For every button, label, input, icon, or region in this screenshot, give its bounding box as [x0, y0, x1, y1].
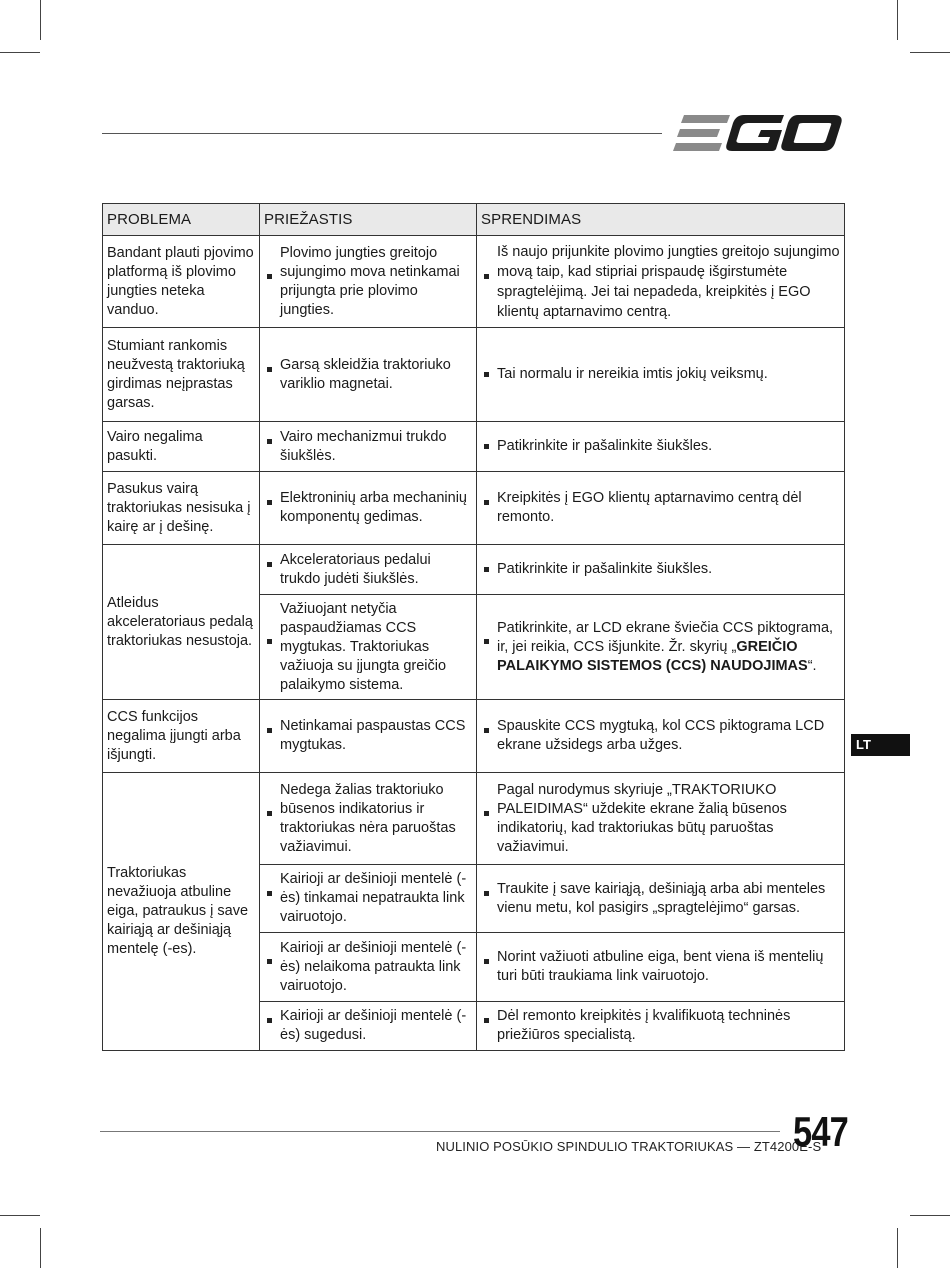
cause-cell: Vairo mechanizmui trukdo šiukšlės.	[260, 422, 477, 472]
solution-cell: Norint važiuoti atbuline eiga, bent viena iš mentelių turi būti traukiama link vairuotojo.	[477, 933, 845, 1002]
solution-cell: Spauskite CCS mygtuką, kol CCS piktograma LCD ekrane užsidegs arba užges.	[477, 700, 845, 773]
table-row	[103, 773, 845, 865]
table-row	[103, 328, 845, 422]
header-solution: SPRENDIMAS	[477, 204, 845, 236]
solution-cell: Patikrinkite ir pašalinkite šiukšles.	[477, 545, 845, 595]
ego-logo	[672, 113, 844, 155]
solution-cell: Pagal nurodymus skyriuje „TRAKTORIUKO PALEIDIMAS“ uždekite ekrane žalią būsenos indikatorių, kad traktoriukas būtų paruoštas važiavimui.	[477, 773, 845, 865]
header-problem: PROBLEMA	[103, 204, 260, 236]
table-row	[103, 472, 845, 545]
cause-cell: Važiuojant netyčia paspaudžiamas CCS mygtukas. Traktoriukas važiuoja su įjungta greičio palaikymo sistema.	[260, 595, 477, 700]
solution-cell: Traukite į save kairiąją, dešiniąją arba abi menteles vienu metu, kol pasigirs „spragtelėjimo“ garsas.	[477, 865, 845, 933]
page-number: 547	[793, 1108, 849, 1155]
crop-mark	[0, 52, 40, 53]
header-cause: PRIEŽASTIS	[260, 204, 477, 236]
problem-cell: Atleidus akceleratoriaus pedalą traktoriukas nesustoja.	[103, 545, 260, 700]
section-reference: GREIČIO PALAIKYMO SISTEMOS (CCS) NAUDOJIMAS	[497, 638, 808, 674]
problem-cell: Stumiant rankomis neužvestą traktoriuką girdimas neįprastas garsas.	[103, 328, 260, 422]
crop-mark	[40, 0, 41, 40]
crop-mark	[40, 1228, 41, 1268]
cause-cell: Elektroninių arba mechaninių komponentų gedimas.	[260, 472, 477, 545]
table-row	[103, 545, 845, 595]
crop-mark	[897, 0, 898, 40]
crop-mark	[0, 1215, 40, 1216]
solution-cell: Iš naujo prijunkite plovimo jungties greitojo sujungimo movą taip, kad stipriai prispaudę išgirstumėte spragtelėjimą. Jei tai nepadeda, kreipkitės į EGO klientų aptarnavimo centrą.	[477, 236, 845, 328]
cause-cell: Garsą skleidžia traktoriuko variklio magnetai.	[260, 328, 477, 422]
table-row	[103, 236, 845, 328]
cause-cell: Kairioji ar dešinioji mentelė (-ės) sugedusi.	[260, 1002, 477, 1051]
solution-text-end: “.	[807, 657, 817, 674]
solution-cell: Dėl remonto kreipkitės į kvalifikuotą techninės priežiūros specialistą.	[477, 1002, 845, 1051]
cause-cell: Plovimo jungties greitojo sujungimo mova netinkamai prijungta prie plovimo jungties.	[260, 236, 477, 328]
table-header-row	[103, 204, 845, 236]
language-tab: LT	[851, 734, 910, 756]
cause-cell: Kairioji ar dešinioji mentelė (-ės) nelaikoma patraukta link vairuotojo.	[260, 933, 477, 1002]
solution-cell	[477, 595, 845, 700]
problem-cell: Pasukus vairą traktoriukas nesisuka į kairę ar į dešinę.	[103, 472, 260, 545]
solution-cell: Kreipkitės į EGO klientų aptarnavimo centrą dėl remonto.	[477, 472, 845, 545]
crop-mark	[910, 52, 950, 53]
cause-cell: Netinkamai paspaustas CCS mygtukas.	[260, 700, 477, 773]
solution-cell: Tai normalu ir nereikia imtis jokių veiksmų.	[477, 328, 845, 422]
problem-cell: Bandant plauti pjovimo platformą iš plovimo jungties neteka vanduo.	[103, 236, 260, 328]
footer-title: NULINIO POSŪKIO SPINDULIO TRAKTORIUKAS — ZT4200E-S	[436, 1139, 822, 1154]
header-rule	[102, 133, 662, 134]
problem-cell: Vairo negalima pasukti.	[103, 422, 260, 472]
problem-cell: CCS funkcijos negalima įjungti arba išjungti.	[103, 700, 260, 773]
cause-cell: Akceleratoriaus pedalui trukdo judėti šiukšlės.	[260, 545, 477, 595]
table-row	[103, 700, 845, 773]
footer-rule	[100, 1131, 780, 1132]
crop-mark	[897, 1228, 898, 1268]
cause-cell: Kairioji ar dešinioji mentelė (-ės) tinkamai nepatraukta link vairuotojo.	[260, 865, 477, 933]
solution-cell: Patikrinkite ir pašalinkite šiukšles.	[477, 422, 845, 472]
cause-cell: Nedega žalias traktoriuko būsenos indikatorius ir traktoriukas nėra paruoštas važiavimui.	[260, 773, 477, 865]
troubleshooting-table	[102, 203, 845, 1051]
problem-cell: Traktoriukas nevažiuoja atbuline eiga, patraukus į save kairiąją ar dešiniąją mentelę (-es).	[103, 773, 260, 1051]
table-row	[103, 422, 845, 472]
crop-mark	[910, 1215, 950, 1216]
solution-text: Patikrinkite, ar LCD ekrane šviečia CCS piktograma, ir, jei reikia, CCS išjunkite. Žr. skyrių „	[497, 619, 834, 655]
